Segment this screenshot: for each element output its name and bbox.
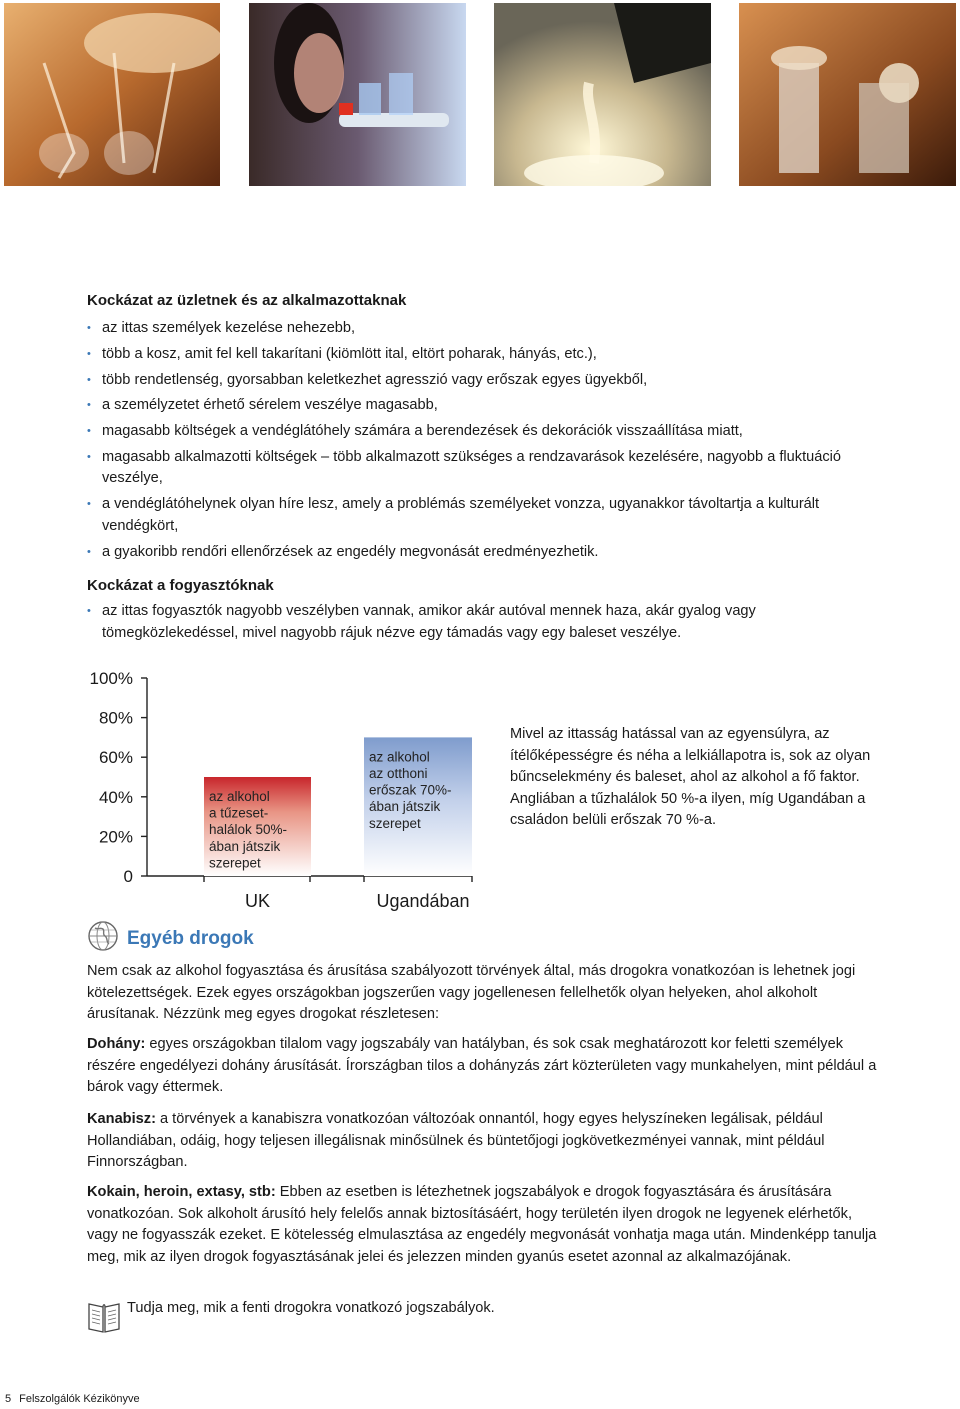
list-item: • több rendetlenség, gyorsabban keletkezhet agresszió vagy erőszak egyes ügyekből, <box>87 370 877 392</box>
bar-label-line: a tűzeset- <box>209 805 269 821</box>
list-item: • a vendéglátóhelynek olyan híre lesz, amely a problémás személyeket vonzza, ugyanakkor távoltartja a kulturált vendégkört, <box>87 494 877 537</box>
list-item: • a személyzetet érhető sérelem veszélye magasabb, <box>87 395 877 417</box>
footer-title: Felszolgálók Kézikönyve <box>19 1393 140 1405</box>
risk-business-list <box>87 318 877 567</box>
chart-side-text: Mivel az ittasság hatással van az egyensúlyra, az ítélőképességre és néha a lelkiállapotra is, sok az olyan bűncselekmény és baleset, ahol az alkohol a fő faktor. Angliában a tűzhalálok 50 %-a ilyen, míg Ugandában a családon belüli erőszak 70 %-a. <box>510 726 871 828</box>
bar-label-line: szerepet <box>369 815 421 831</box>
page-footer <box>5 1393 148 1405</box>
x-category-label: Ugandában <box>376 891 470 911</box>
x-category-label: UK <box>244 891 271 911</box>
other-drugs-title: Egyéb drogok <box>127 927 254 949</box>
other-drugs-header <box>87 920 254 957</box>
beer-tap-photo <box>739 3 956 186</box>
hard-drugs-label: Kokain, heroin, extasy, stb: <box>87 1184 276 1200</box>
page-number: 5 <box>5 1393 12 1405</box>
risk-business-heading: Kockázat az üzletnek és az alkalmazottaknak <box>87 292 407 309</box>
hard-drugs-text: Ebben az esetben is létezhetnek jogszabályok e drogok fogyasztására és árusítására vonatkozóan. Sok alkoholt árusító hely felelős annak biztosításáért, hogy területén ilyen drogok ne legyenek elérhetők, vagy ne fogyasszák ezeket. E kötelesség elmulasztása az engedély megvonását vonhatja maga után. Mindenképp tanulja meg, mik az ilyen drogok fogyasztásának jelei és jelezzen minden gyanús esetet azonnal az alkalmazójának. <box>87 1184 877 1265</box>
cannabis-label: Kanabisz: <box>87 1111 156 1127</box>
list-item: • magasabb költségek a vendéglátóhely számára a berendezések és dekorációk visszaállítása miatt, <box>87 421 877 443</box>
hard-drugs-paragraph <box>87 1182 877 1268</box>
list-item: • az ittas fogyasztók nagyobb veszélyben vannak, amikor akár autóval mennek haza, akár gyalog vagy tömegközlekedéssel, mivel nagyobb rájuk nézve egy támadás vagy egy baleset veszélye. <box>87 601 877 644</box>
waiter-tray-photo <box>249 3 466 186</box>
y-tick-label: 80% <box>98 708 133 728</box>
y-tick-label: 40% <box>98 787 133 807</box>
other-drugs-intro: Nem csak az alkohol fogyasztása és árusítása szabályozott törvények által, más drogokra vonatkozóan is lehetnek jogi kötelezettségek. Ezek egyes országokban jogszerűen vagy jogellenesen fellelhetők olyan helyeken, ahol alkoholt árusítanak. Nézzünk meg egyes drogokat részletesen: <box>87 963 856 1022</box>
list-item: • magasabb alkalmazotti költségek – több alkalmazott szükséges a rendzavarások kezelésére, nagyobb a fluktuáció veszélye, <box>87 447 877 490</box>
risk-consumers-list <box>87 601 877 648</box>
y-tick-label: 60% <box>98 748 133 768</box>
bar-label-line: erőszak 70%- <box>369 782 452 798</box>
note <box>87 1298 495 1339</box>
bar-label-line: az alkohol <box>209 789 270 804</box>
risk-consumers-heading: Kockázat a fogyasztóknak <box>87 577 274 594</box>
alcohol-chart <box>80 660 500 920</box>
book-icon <box>87 1298 121 1339</box>
bar-label-line: halálok 50%- <box>209 822 288 838</box>
bar-label-line: szerepet <box>209 855 261 871</box>
chart-svg <box>80 660 500 920</box>
tobacco-text: egyes országokban tilalom vagy jogszabály van hatályban, és sok csak meghatározott kor feletti személyek részére engedélyezi dohány árusítását. Írországban tilos a dohányzás zárt közterületen vagy munkahelyen, mint például a bárok vagy éttermek. <box>87 1036 877 1095</box>
list-item: • több a kosz, amit fel kell takarítani (kiömlött ital, eltört poharak, hányás, etc.), <box>87 344 877 366</box>
tobacco-paragraph <box>87 1034 877 1099</box>
list-item: • a gyakoribb rendőri ellenőrzések az engedély megvonását eredményezhetik. <box>87 542 877 564</box>
tobacco-label: Dohány: <box>87 1036 146 1052</box>
bar-label-line: az otthoni <box>369 766 428 781</box>
globe-icon <box>87 920 119 957</box>
bar-label-line: az alkohol <box>369 749 430 765</box>
note-text: Tudja meg, mik a fenti drogokra vonatkozó jogszabályok. <box>127 1300 495 1316</box>
y-tick-label: 20% <box>98 827 133 847</box>
list-item: • az ittas személyek kezelése nehezebb, <box>87 318 877 340</box>
wine-glasses-photo <box>4 3 220 186</box>
y-tick-label: 0 <box>123 867 133 886</box>
cannabis-paragraph <box>87 1109 877 1174</box>
bar-label-line: ában játszik <box>369 799 441 815</box>
bar-label-line: ában játszik <box>209 838 281 854</box>
y-tick-label: 100% <box>89 669 133 688</box>
pouring-drink-photo <box>494 3 711 186</box>
cannabis-text: a törvények a kanabiszra vonatkozóan változóak onnantól, hogy egyes helyszíneken legálisak, például Hollandiában, odáig, hogy teljesen illegálisnak minősülnek és büntetőjogi jogkövetkezményei vannak, mint például Finnországban. <box>87 1111 825 1170</box>
